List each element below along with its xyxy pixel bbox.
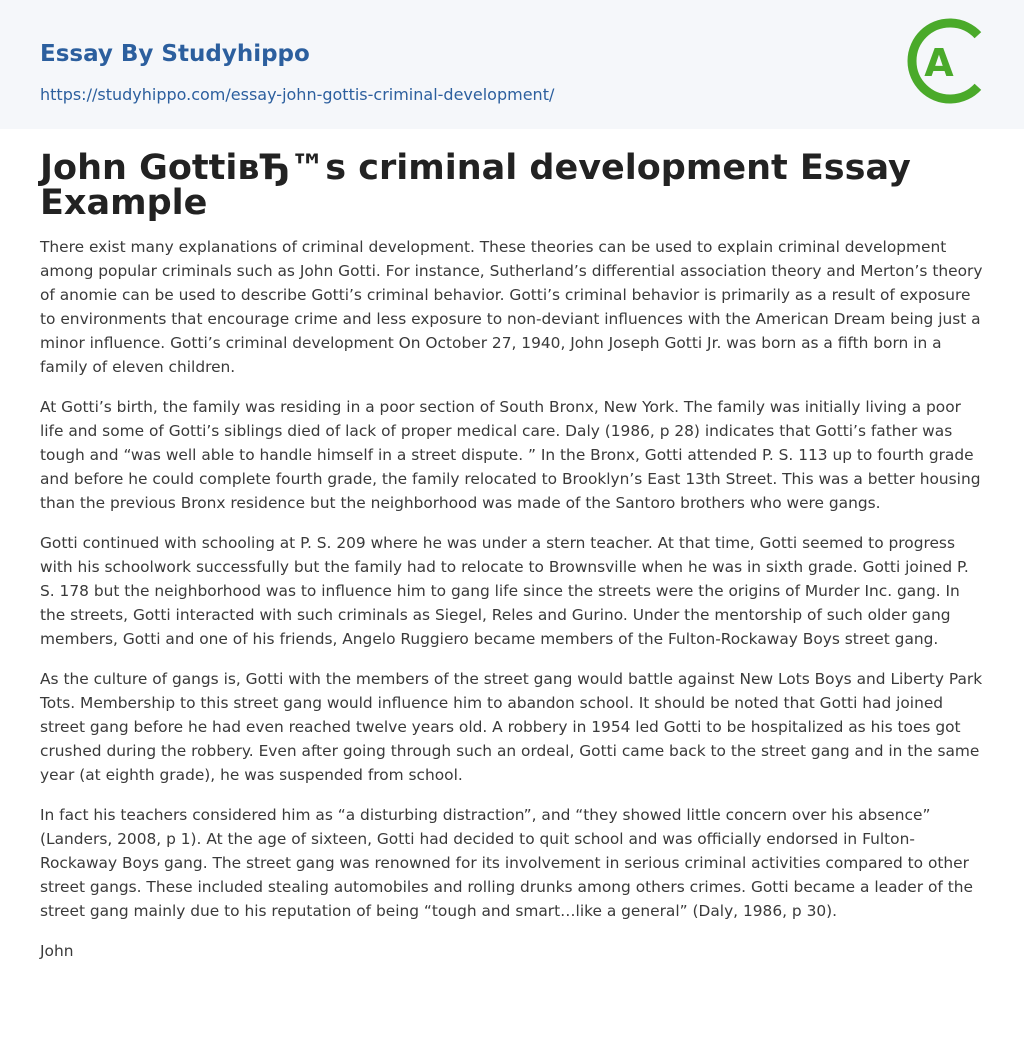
site-header [0,0,1024,129]
paragraph: At Gotti’s birth, the family was residing in a poor section of South Bronx, New York. The family was initially living a poor life and some of Gotti’s siblings died of lack of proper medical care. Daly (1986, p 28) indicates that Gotti’s father was tough and “was well able to handle himself in a street dispute. ” In the Bronx, Gotti attended P. S. 113 up to fourth grade and before he could complete fourth grade, the family relocated to Brooklyn’s East 13th Street. This was a better housing than the previous Bronx residence but the neighborhood was made of the Santoro brothers who were gangs. [40,398,981,512]
page-title: John GottiвЂ™s criminal development Essay Example [40,148,911,223]
paragraph: John [40,942,74,960]
logo-ring-tail [978,35,988,87]
article [0,129,1024,963]
paragraph: There exist many explanations of criminal development. These theories can be used to explain criminal development among popular criminals such as John Gotti. For instance, Sutherland’s differential association theory and Merton’s theory of anomie can be used to describe Gotti’s criminal behavior. Gotti’s criminal behavior is primarily as a result of exposure to environments that encourage crime and less exposure to non-deviant influences with the American Dream being just a minor influence. Gotti’s criminal development On October 27, 1940, John Joseph Gotti Jr. was born as a fifth born in a family of eleven children. [40,238,983,376]
article-body [40,235,984,963]
paragraph: As the culture of gangs is, Gotti with the members of the street gang would battle against New Lots Boys and Liberty Park Tots. Membership to this street gang would influence him to abandon school. It should be noted that Gotti had joined street gang before he had even reached twelve years old. A robbery in 1954 led Gotti to be hospitalized as his toes got crushed during the robbery. Even after going through such an ordeal, Gotti came back to the street gang and in the same year (at eighth grade), he was suspended from school. [40,670,983,784]
studyhippo-logo-icon[interactable] [906,15,992,107]
logo-letter: A [924,41,954,85]
paragraph: In fact his teachers considered him as “a disturbing distraction”, and “they showed little concern over his absence” (Landers, 2008, p 1). At the age of sixteen, Gotti had decided to quit school and was officially endorsed in Fulton-Rockaway Boys gang. The street gang was renowned for its involvement in serious criminal activities compared to other street gangs. These included stealing automobiles and rolling drunks among others crimes. Gotti became a leader of the street gang mainly due to his reputation of being “tough and smart…like a general” (Daly, 1986, p 30). [40,806,973,920]
essay-url-link[interactable]: https://studyhippo.com/essay-john-gottis-criminal-development/ [40,85,555,104]
site-brand[interactable]: Essay By Studyhippo [40,41,310,67]
paragraph: Gotti continued with schooling at P. S. 209 where he was under a stern teacher. At that time, Gotti seemed to progress with his schoolwork successfully but the family had to relocate to Brownsville when he was in sixth grade. Gotti joined P. S. 178 but the neighborhood was to influence him to gang life since the streets were the origins of Murder Inc. gang. In the streets, Gotti interacted with such criminals as Siegel, Reles and Gurino. Under the mentorship of such older gang members, Gotti and one of his friends, Angelo Ruggiero became members of the Fulton-Rockaway Boys street gang. [40,534,969,648]
